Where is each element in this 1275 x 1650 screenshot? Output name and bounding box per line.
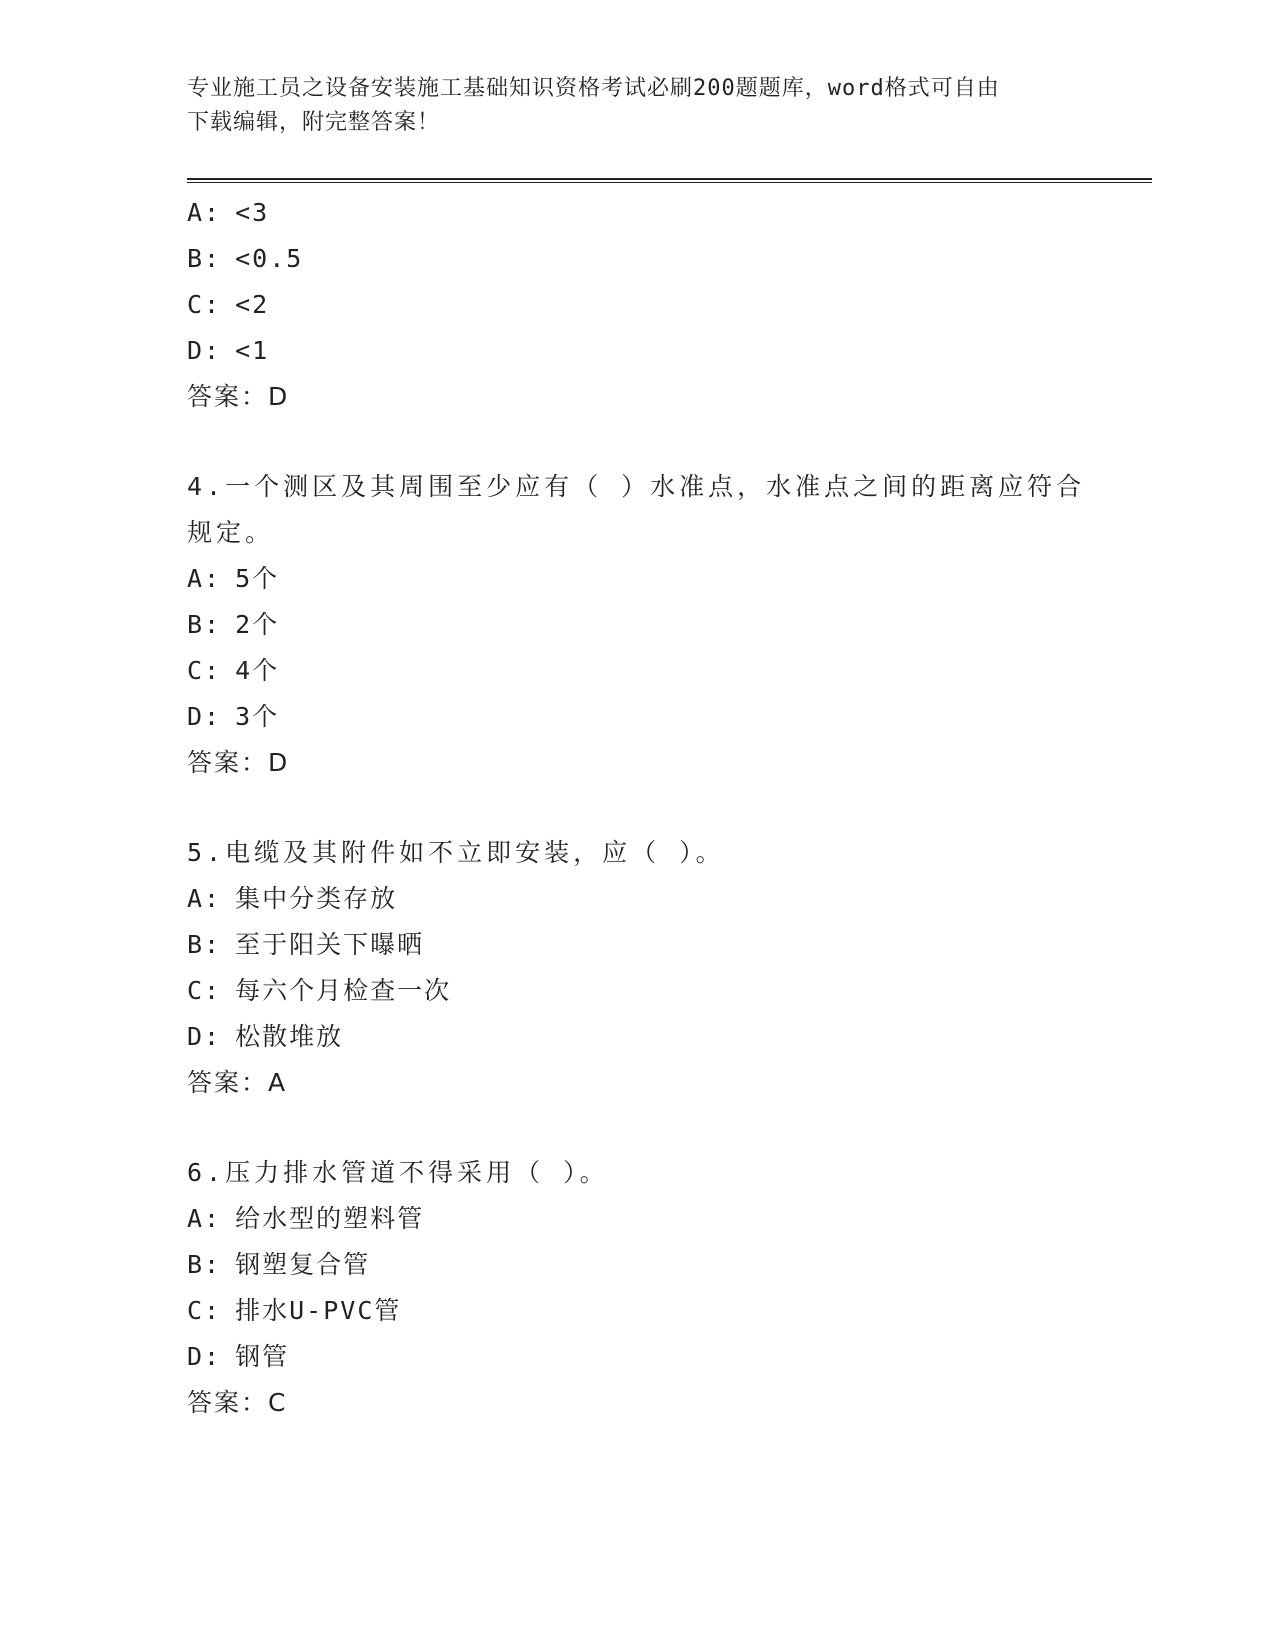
answer: 答案：C	[187, 1388, 288, 1417]
question-text: 6.压力排水管道不得采用（ ）。	[187, 1158, 609, 1187]
header-title-line-1: 专业施工员之设备安装施工基础知识资格考试必刷200题题库，word格式可自由	[187, 76, 1000, 101]
option-a: A: 给水型的塑料管	[187, 1204, 425, 1233]
option-b: B: 钢塑复合管	[187, 1250, 371, 1279]
option-d: D: 钢管	[187, 1342, 290, 1371]
option-d: D: 松散堆放	[187, 1022, 344, 1051]
question-text: 5.电缆及其附件如不立即安装，应（ ）。	[187, 838, 725, 867]
option-b: B: 2个	[187, 610, 280, 639]
question-3	[187, 190, 1147, 420]
answer: 答案：D	[187, 382, 290, 411]
question-5	[187, 830, 1147, 1106]
option-d: D: <1	[187, 336, 270, 365]
answer: 答案：D	[187, 748, 290, 777]
question-list	[187, 190, 1147, 1426]
option-c: C: 4个	[187, 656, 280, 685]
option-a: A: <3	[187, 198, 270, 227]
document-header	[187, 72, 1067, 140]
option-c: C: 每六个月检查一次	[187, 976, 452, 1005]
option-b: B: <0.5	[187, 244, 304, 273]
option-c: C: <2	[187, 290, 270, 319]
option-d: D: 3个	[187, 702, 280, 731]
question-4	[187, 464, 1147, 786]
option-a: A: 集中分类存放	[187, 884, 398, 913]
option-a: A: 5个	[187, 564, 280, 593]
option-b: B: 至于阳关下曝晒	[187, 930, 425, 959]
header-divider	[187, 178, 1152, 183]
option-c: C: 排水U-PVC管	[187, 1296, 402, 1325]
question-6	[187, 1150, 1147, 1426]
question-text: 4.一个测区及其周围至少应有（ ）水准点，水准点之间的距离应符合 规定。	[187, 472, 1086, 547]
answer: 答案：A	[187, 1068, 288, 1097]
header-title-line-2: 下载编辑，附完整答案！	[187, 110, 441, 135]
